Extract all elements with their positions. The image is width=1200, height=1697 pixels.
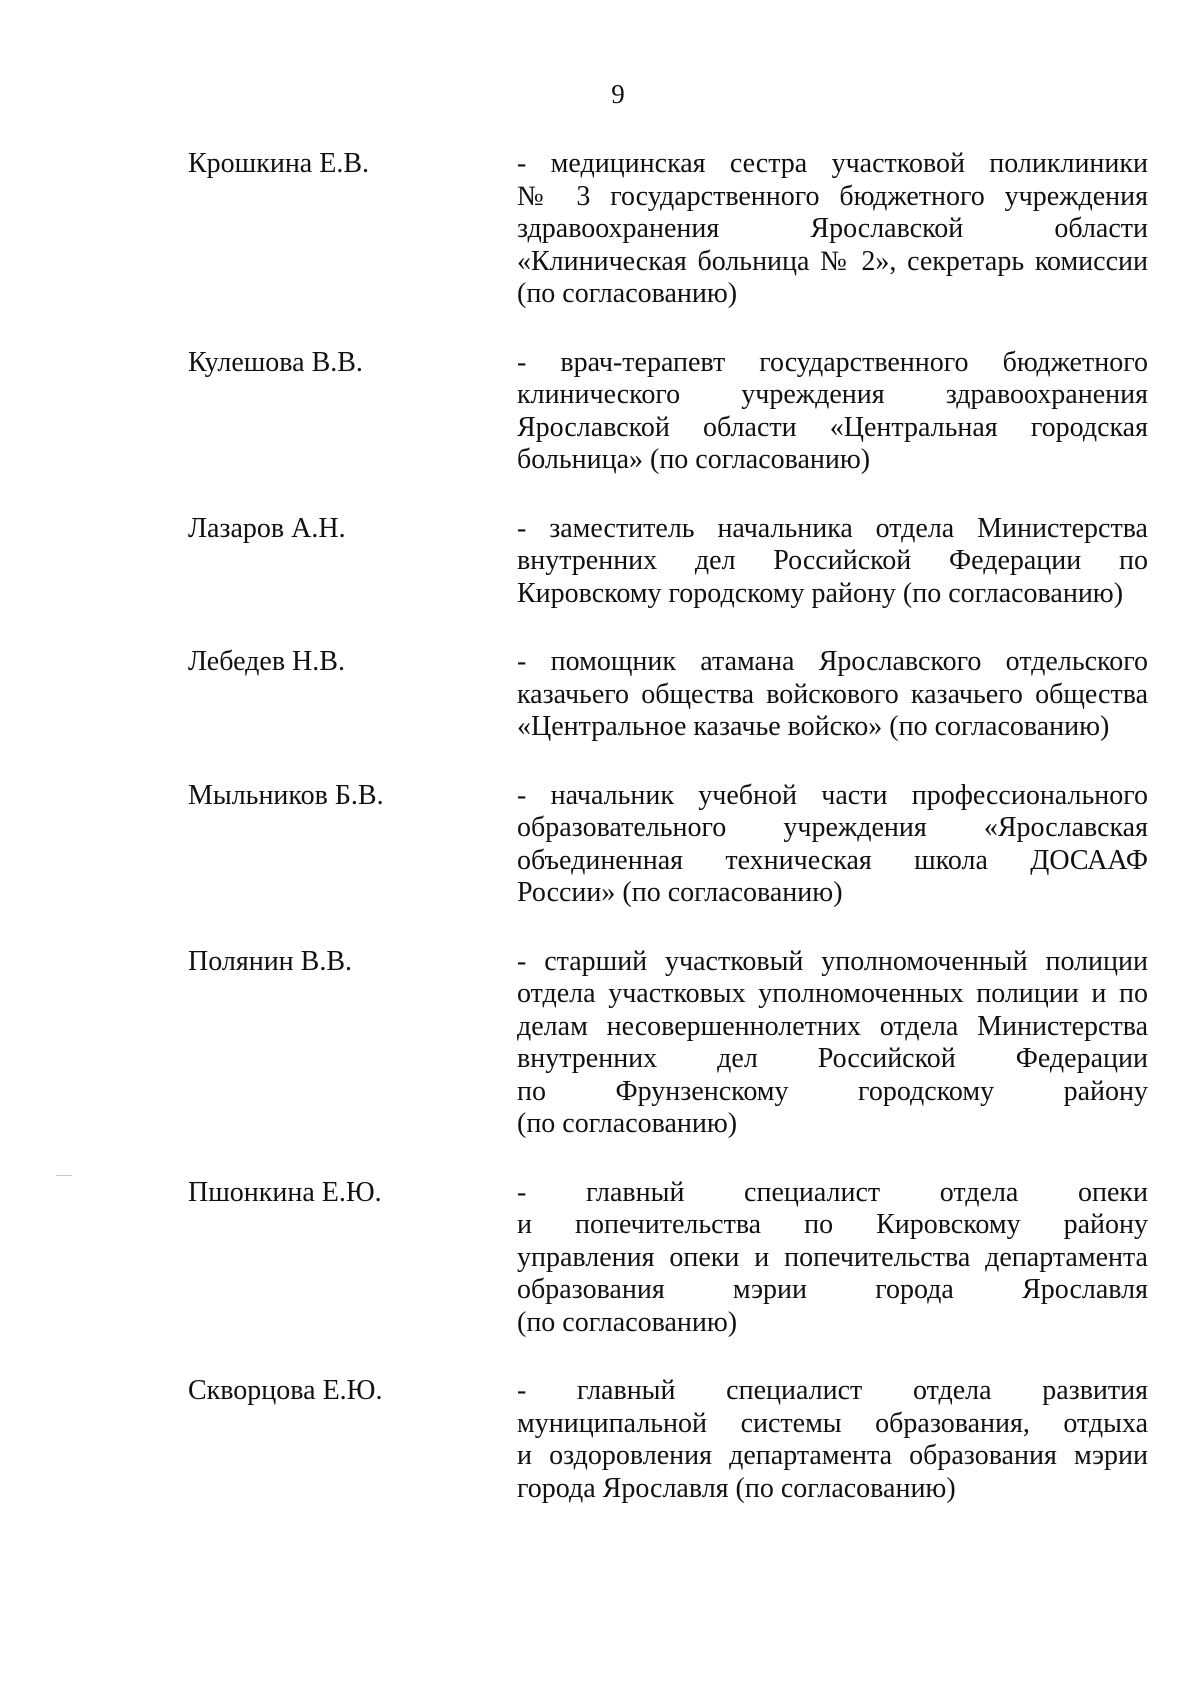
- position-text-line: внутренних дел Российской Федерации: [517, 1043, 1148, 1074]
- position-text-line: внутренних дел Российской Федерации по: [517, 545, 1148, 576]
- position-text-line: - помощник атамана Ярославского отдельского: [517, 646, 1148, 677]
- position-text-line: объединенная техническая школа ДОСААФ: [517, 844, 1148, 876]
- member-name: Пшонкина Е.Ю.: [188, 1176, 382, 1208]
- member-entry: [0, 513, 1200, 611]
- position-text-line: делам несовершеннолетних отдела Министерства: [517, 1010, 1148, 1042]
- position-text-line: здравоохранения Ярославской области: [517, 213, 1148, 244]
- member-position: [517, 513, 1148, 611]
- position-text-line: отдела участковых уполномоченных полиции и по: [517, 978, 1148, 1009]
- position-text-line: России» (по согласованию): [517, 877, 843, 908]
- member-name: Лазаров А.Н.: [188, 512, 346, 544]
- position-text-line: «Центральное казачье войско» (по согласованию): [517, 711, 1110, 742]
- position-text-line: клинического учреждения здравоохранения: [517, 379, 1148, 410]
- member-entry: [0, 347, 1200, 477]
- position-text-line: Кировскому городскому району (по согласованию): [517, 577, 1124, 609]
- member-position: [517, 148, 1148, 311]
- position-text-line: - врач-терапевт государственного бюджетного: [517, 346, 1148, 378]
- member-position: [517, 646, 1148, 744]
- position-text-line: (по согласованию): [517, 1108, 738, 1139]
- member-list: [0, 148, 1200, 1541]
- member-position: [517, 1375, 1148, 1505]
- scan-artifact-mark: [56, 1175, 72, 1176]
- position-text-line: казачьего общества войскового казачьего общества: [517, 678, 1148, 710]
- position-text-line: - главный специалист отдела опеки: [517, 1176, 1148, 1208]
- position-text-line: - медицинская сестра участковой поликлиники: [517, 148, 1148, 179]
- position-text-line: (по согласованию): [517, 278, 738, 309]
- member-name: Скворцова Е.Ю.: [188, 1375, 383, 1406]
- member-position: [517, 946, 1148, 1141]
- member-position: [517, 347, 1148, 477]
- member-name: Кулешова В.В.: [188, 346, 363, 378]
- member-entry: [0, 946, 1200, 1141]
- position-text-line: (по согласованию): [517, 1306, 738, 1338]
- page-number: 9: [611, 79, 625, 109]
- position-text-line: - начальник учебной части профессионального: [517, 779, 1148, 811]
- position-text-line: и попечительства по Кировскому району: [517, 1209, 1148, 1240]
- position-text-line: и оздоровления департамента образования мэрии: [517, 1440, 1148, 1471]
- position-text-line: № 3 государственного бюджетного учреждения: [517, 180, 1148, 212]
- member-entry: [0, 148, 1200, 311]
- member-entry: [0, 1177, 1200, 1340]
- position-text-line: образования мэрии города Ярославля: [517, 1274, 1148, 1305]
- position-text-line: по Фрунзенскому городскому району: [517, 1075, 1148, 1107]
- position-text-line: Ярославской области «Центральная городская: [517, 411, 1148, 443]
- position-text-line: - заместитель начальника отдела Министерства: [517, 512, 1148, 544]
- position-text-line: - старший участковый уполномоченный полиции: [517, 945, 1148, 977]
- position-text-line: управления опеки и попечительства департамента: [517, 1241, 1148, 1273]
- position-text-line: образовательного учреждения «Ярославская: [517, 812, 1148, 843]
- position-text-line: - главный специалист отдела развития: [517, 1375, 1148, 1406]
- member-name: Лебедев Н.В.: [188, 646, 345, 677]
- member-position: [517, 1177, 1148, 1340]
- position-text-line: муниципальной системы образования, отдыха: [517, 1407, 1148, 1439]
- member-entry: [0, 780, 1200, 910]
- member-position: [517, 780, 1148, 910]
- member-name: Полянин В.В.: [188, 945, 353, 977]
- position-text-line: «Клиническая больница № 2», секретарь комиссии: [517, 245, 1148, 277]
- position-text-line: больница» (по согласованию): [517, 444, 871, 475]
- position-text-line: города Ярославля (по согласованию): [517, 1472, 956, 1504]
- member-entry: [0, 646, 1200, 744]
- member-entry: [0, 1375, 1200, 1505]
- member-name: Крошкина Е.В.: [188, 148, 370, 179]
- member-name: Мыльников Б.В.: [188, 779, 384, 811]
